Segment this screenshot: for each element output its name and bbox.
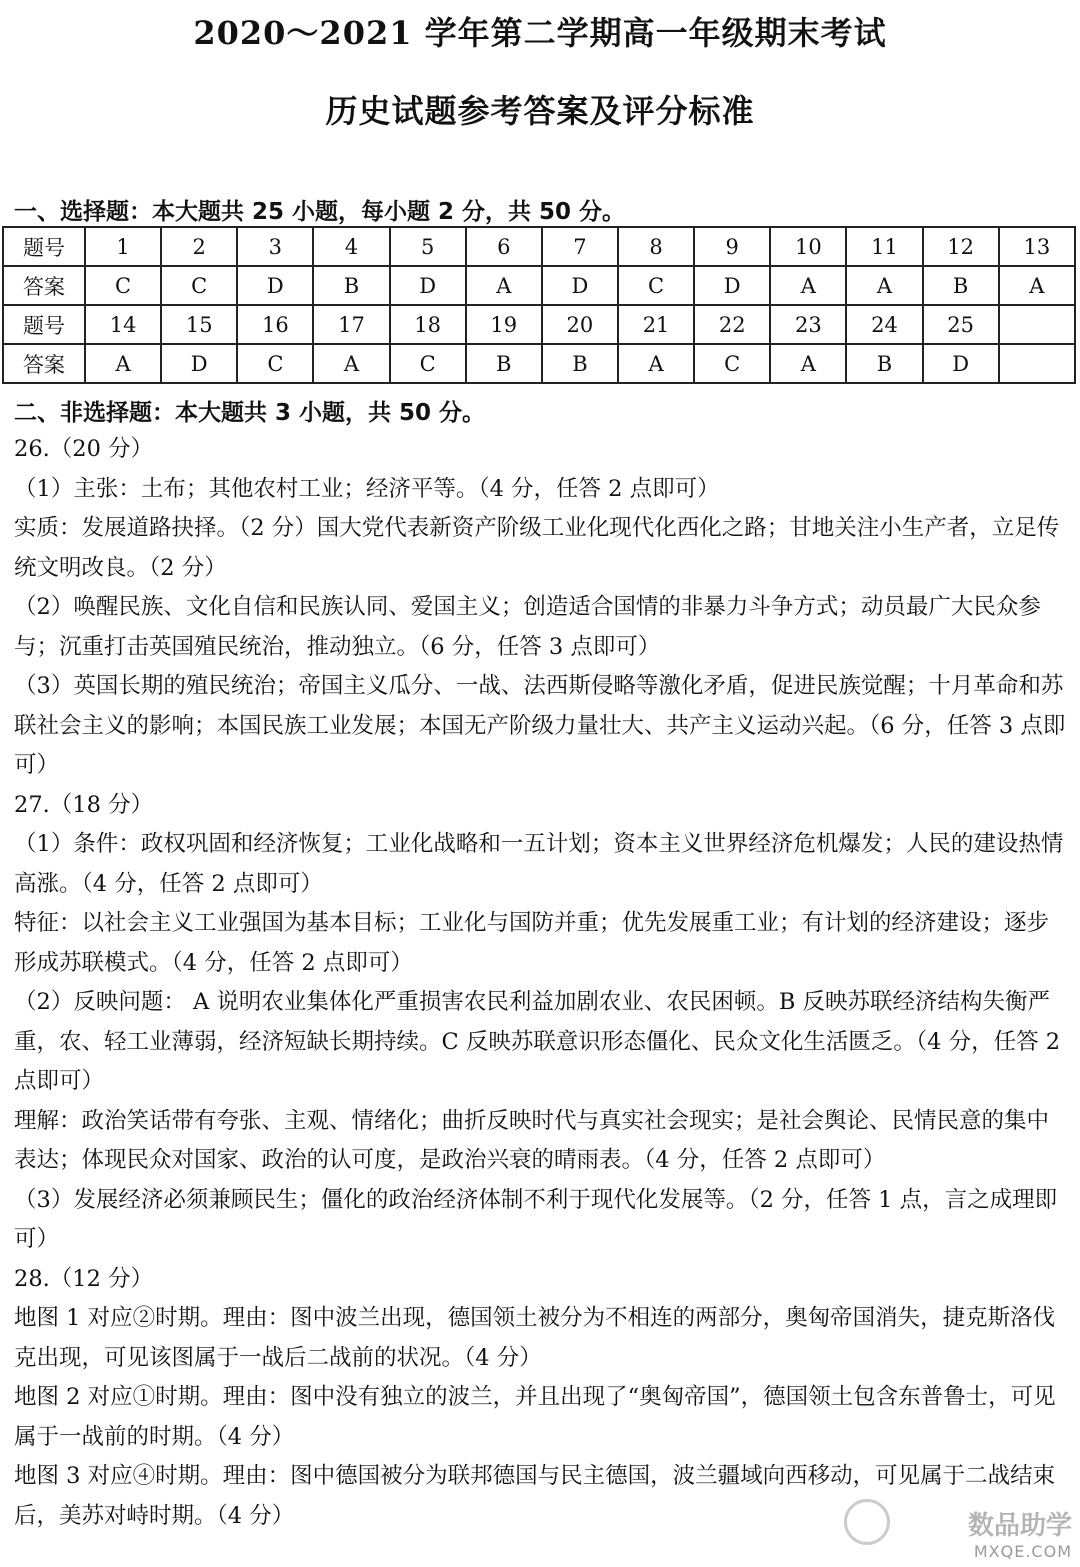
answer-cell: A — [999, 266, 1075, 305]
number-cell: 20 — [542, 305, 618, 344]
number-cell: 2 — [161, 227, 237, 266]
number-cell: 15 — [161, 305, 237, 344]
answer-cell: A — [618, 344, 694, 383]
answer-cell — [999, 344, 1075, 383]
answer-paragraph: 实质：发展道路抉择。（2 分）国大党代表新资产阶级工业化现代化西化之路；甘地关注小生产者，立足传统文明改良。（2 分） — [14, 515, 1060, 581]
answer-paragraph: 特征：以社会主义工业强国为基本目标；工业化与国防并重；优先发展重工业；有计划的经济建设；逐步形成苏联模式。（4 分，任答 2 点即可） — [14, 910, 1050, 976]
number-cell: 4 — [313, 227, 389, 266]
answer-cell: D — [694, 266, 770, 305]
row-label-answer: 答案 — [3, 344, 85, 383]
number-cell: 19 — [466, 305, 542, 344]
page-title: 2020～2021 学年第二学期高一年级期末考试 — [193, 14, 887, 52]
answer-paragraph: 地图 2 对应①时期。理由：图中没有独立的波兰，并且出现了“奥匈帝国”，德国领土包含东普鲁士，可见属于一战前的时期。（4 分） — [14, 1384, 1056, 1450]
answer-paragraph: （1）条件：政权巩固和经济恢复；工业化战略和一五计划；资本主义世界经济危机爆发；人民的建设热情高涨。（4 分，任答 2 点即可） — [14, 831, 1064, 897]
number-cell: 7 — [542, 227, 618, 266]
number-cell: 17 — [313, 305, 389, 344]
answer-paragraph: （3）发展经济必须兼顾民生；僵化的政治经济体制不利于现代化发展等。（2 分，任答 1 点，言之成理即可） — [14, 1186, 1058, 1252]
answer-cell: C — [85, 266, 161, 305]
answer-cell: C — [161, 266, 237, 305]
number-cell: 25 — [923, 305, 999, 344]
answer-cell: A — [313, 344, 389, 383]
row-label-number: 题号 — [3, 227, 85, 266]
answer-cell: A — [85, 344, 161, 383]
number-cell: 3 — [237, 227, 313, 266]
number-cell: 11 — [846, 227, 922, 266]
row-label-answer: 答案 — [3, 266, 85, 305]
answer-text — [14, 430, 1066, 1536]
answer-cell: C — [694, 344, 770, 383]
answer-cell: B — [923, 266, 999, 305]
answer-cell: A — [466, 266, 542, 305]
answer-paragraph: 26.（20 分） — [14, 436, 154, 462]
number-cell: 21 — [618, 305, 694, 344]
answer-table — [2, 226, 1076, 384]
answer-cell: B — [542, 344, 618, 383]
answer-paragraph: （2）反映问题： A 说明农业集体化严重损害农民利益加剧农业、农民困顿。B 反映苏联经济结构失衡严重，农、轻工业薄弱，经济短缺长期持续。C 反映苏联意识形态僵化、民众文化生活匮乏。（4 分，任答 2 点即可） — [14, 989, 1061, 1094]
watermark — [968, 1505, 1072, 1561]
answer-paragraph: （2）唤醒民族、文化自信和民族认同、爱国主义；创造适合国情的非暴力斗争方式；动员最广大民众参与；沉重打击英国殖民统治，推动独立。（6 分，任答 3 点即可） — [14, 594, 1041, 660]
number-cell: 9 — [694, 227, 770, 266]
answer-cell: D — [542, 266, 618, 305]
number-cell: 6 — [466, 227, 542, 266]
answer-cell: A — [846, 266, 922, 305]
answer-cell: A — [770, 266, 846, 305]
number-cell: 16 — [237, 305, 313, 344]
answer-paragraph: （1）主张：土布；其他农村工业；经济平等。（4 分，任答 2 点即可） — [14, 475, 720, 502]
table-row — [3, 266, 1075, 305]
table-row — [3, 344, 1075, 383]
answer-paragraph: 地图 1 对应②时期。理由：图中波兰出现，德国领土被分为不相连的两部分，奥匈帝国消失，捷克斯洛伐克出现，可见该图属于一战后二战前的状况。（4 分） — [14, 1305, 1056, 1371]
number-cell: 14 — [85, 305, 161, 344]
watermark-text: 数品助学 — [967, 1511, 1072, 1541]
answer-paragraph: 27.（18 分） — [14, 791, 154, 818]
answer-cell: B — [313, 266, 389, 305]
number-cell: 8 — [618, 227, 694, 266]
section2-heading: 二、非选择题：本大题共 3 小题，共 50 分。 — [14, 400, 486, 426]
number-cell: 5 — [390, 227, 466, 266]
answer-cell: C — [237, 344, 313, 383]
answer-cell: D — [923, 344, 999, 383]
number-cell: 18 — [390, 305, 466, 344]
number-cell: 22 — [694, 305, 770, 344]
answer-cell: D — [237, 266, 313, 305]
answer-cell: B — [466, 344, 542, 383]
table-row — [3, 305, 1075, 344]
number-cell: 24 — [846, 305, 922, 344]
row-label-number: 题号 — [3, 305, 85, 344]
answer-cell: B — [846, 344, 922, 383]
page-subtitle: 历史试题参考答案及评分标准 — [325, 92, 755, 130]
watermark-logo-icon — [844, 1499, 890, 1545]
answer-cell: D — [161, 344, 237, 383]
number-cell: 13 — [999, 227, 1075, 266]
answer-cell: A — [770, 344, 846, 383]
number-cell: 23 — [770, 305, 846, 344]
answer-paragraph: 地图 3 对应④时期。理由：图中德国被分为联邦德国与民主德国，波兰疆域向西移动，可见属于二战结束后，美苏对峙时期。（4 分） — [14, 1463, 1056, 1529]
answer-paragraph: 理解：政治笑话带有夸张、主观、情绪化；曲折反映时代与真实社会现实；是社会舆论、民情民意的集中表达；体现民众对国家、政治的认可度，是政治兴衰的晴雨表。（4 分，任答 2 点即可） — [14, 1107, 1050, 1173]
answer-paragraph: （3）英国长期的殖民统治；帝国主义瓜分、一战、法西斯侵略等激化矛盾，促进民族觉醒；十月革命和苏联社会主义的影响；本国民族工业发展；本国无产阶级力量壮大、共产主义运动兴起。（6 分，任答 3 点即可） — [14, 673, 1066, 778]
section1-heading: 一、选择题：本大题共 25 小题，每小题 2 分，共 50 分。 — [14, 199, 626, 225]
answer-cell: C — [618, 266, 694, 305]
number-cell: 12 — [923, 227, 999, 266]
number-cell — [999, 305, 1075, 344]
number-cell: 1 — [85, 227, 161, 266]
answer-cell: D — [390, 266, 466, 305]
table-row — [3, 227, 1075, 266]
number-cell: 10 — [770, 227, 846, 266]
answer-paragraph: 28.（12 分） — [14, 1265, 154, 1292]
watermark-url: MXQE.COM — [973, 1542, 1072, 1561]
answer-cell: C — [390, 344, 466, 383]
